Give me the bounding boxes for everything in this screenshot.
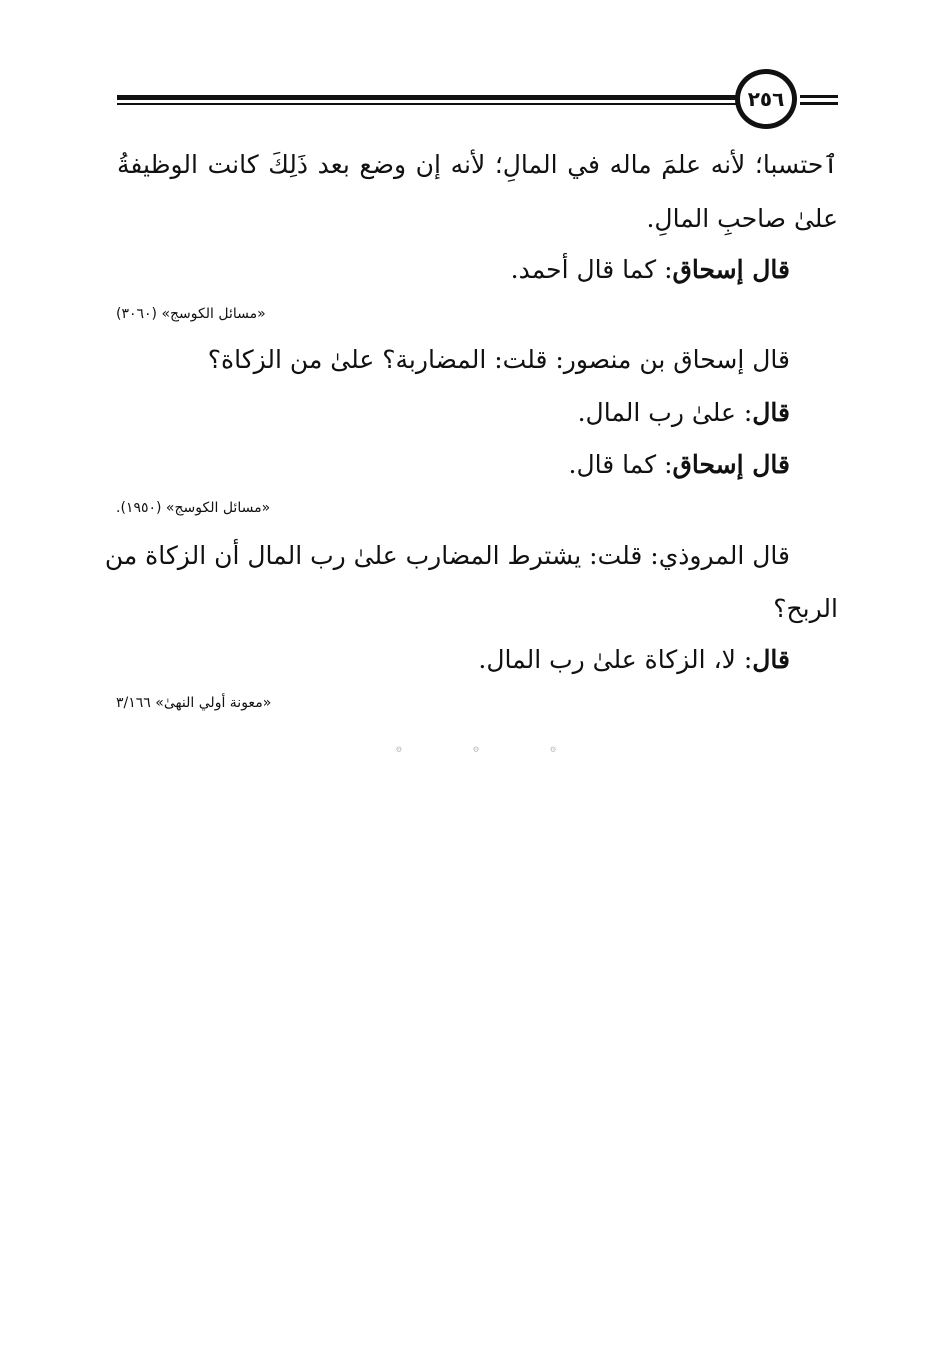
- page-number: ٢٥٦: [747, 87, 785, 111]
- paragraph-line: [117, 150, 838, 180]
- line-text: قال المروذي: قلت: يشترط المضارب علىٰ رب المال أن الزكاة من: [104, 541, 790, 570]
- line-text: : لا، الزكاة علىٰ رب المال.: [478, 645, 753, 674]
- paragraph-line: [646, 204, 838, 234]
- paragraph-line: [569, 450, 790, 480]
- header-rule-thin: [117, 103, 737, 105]
- page-header: [0, 0, 936, 140]
- page-number-badge: [735, 69, 797, 129]
- header-rule-right-upper: [800, 95, 838, 98]
- line-text: : كما قال أحمد.: [510, 255, 673, 284]
- speaker-label: قال إسحاق: [672, 450, 790, 479]
- separator-ornament: ۞: [473, 743, 479, 754]
- line-text: : كما قال.: [568, 450, 673, 479]
- paragraph-line: [511, 255, 790, 285]
- line-text: علىٰ صاحبِ المالِ.: [646, 204, 838, 233]
- paragraph-line: [104, 541, 790, 571]
- header-rule-thick: [117, 95, 737, 100]
- section-separator: [396, 743, 556, 754]
- speaker-label: قال إسحاق: [672, 255, 790, 284]
- separator-ornament: ۞: [396, 743, 402, 754]
- speaker-label: قال: [752, 398, 790, 427]
- line-text: قال إسحاق بن منصور: قلت: المضاربة؟ علىٰ من الزكاة؟: [207, 345, 790, 374]
- paragraph-line: [773, 594, 838, 624]
- header-rule-right-lower: [800, 102, 838, 105]
- paragraph-line: [208, 345, 790, 375]
- citation: «مسائل الكوسج» (٣٠٦٠): [116, 306, 266, 322]
- paragraph-line: [478, 645, 790, 675]
- separator-ornament: ۞: [550, 743, 556, 754]
- citation: «مسائل الكوسج» (١٩٥٠).: [116, 500, 271, 516]
- line-text: : علىٰ رب المال.: [577, 398, 753, 427]
- citation: «معونة أولي النهىٰ» ٣/١٦٦: [116, 695, 272, 711]
- line-text: الربح؟: [773, 594, 838, 623]
- speaker-label: قال: [752, 645, 790, 674]
- line-text: ٱحتسبا؛ لأنه علمَ ماله في المالِ؛ لأنه إن وضع بعد ذَلِكَ كانت الوظيفةُ: [117, 150, 838, 179]
- paragraph-line: [578, 398, 790, 428]
